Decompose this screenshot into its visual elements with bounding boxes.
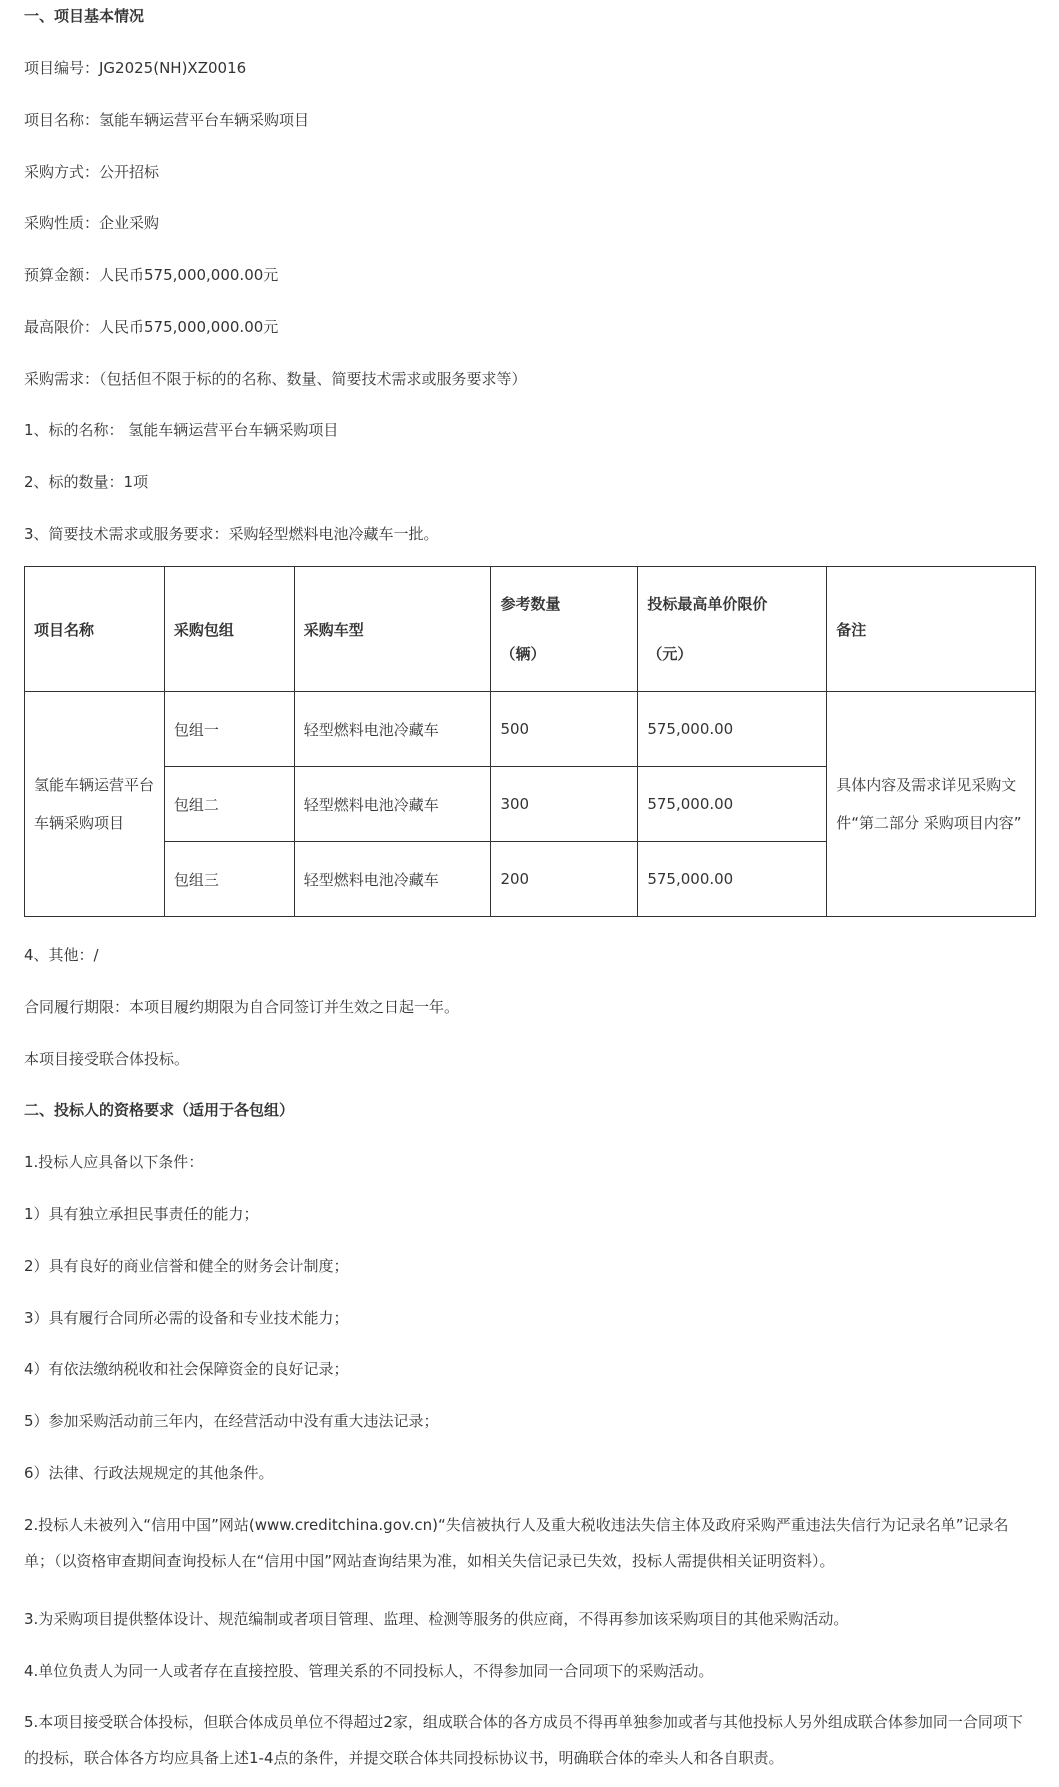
requirement-5: 5.本项目接受联合体投标，但联合体成员单位不得超过2家，组成联合体的各方成员不得再单独参加或者与其他投标人另外组成联合体参加同一合同项下的投标，联合体各方均应具备上述1-4点的条件，并提交联合体共同投标协议书，明确联合体的牵头人和各自职责。 [24, 1713, 1023, 1767]
requirement-1-2: 2）具有良好的商业信誉和健全的财务会计制度； [24, 1257, 349, 1275]
header-remark: 备注 [827, 567, 1036, 692]
table-row [25, 692, 1036, 767]
requirement-1-5: 5）参加采购活动前三年内，在经营活动中没有重大违法记录； [24, 1412, 439, 1430]
cell-price: 575,000.00 [638, 767, 827, 842]
cell-model: 轻型燃料电池冷藏车 [294, 842, 491, 917]
subject-name: 1、标的名称： 氢能车辆运营平台车辆采购项目 [24, 421, 339, 439]
other-item: 4、其他：/ [24, 946, 99, 964]
cell-model: 轻型燃料电池冷藏车 [294, 767, 491, 842]
header-price-label: 投标最高单价限价 [647, 595, 768, 613]
subject-quantity: 2、标的数量：1项 [24, 473, 149, 491]
procurement-demand: 采购需求：（包括但不限于标的的名称、数量、简要技术需求或服务要求等） [24, 370, 527, 388]
header-quantity-label: 参考数量 [500, 595, 561, 613]
procurement-table [24, 566, 1036, 917]
procurement-nature: 采购性质：企业采购 [24, 214, 160, 232]
cell-project-name: 氢能车辆运营平台车辆采购项目 [25, 692, 165, 917]
cell-quantity: 300 [491, 767, 638, 842]
requirement-1-1: 1）具有独立承担民事责任的能力； [24, 1205, 259, 1223]
contract-period: 合同履行期限：本项目履约期限为自合同签订并生效之日起一年。 [24, 998, 460, 1016]
cell-quantity: 200 [491, 842, 638, 917]
header-project-name: 项目名称 [25, 567, 165, 692]
section1-title: 一、项目基本情况 [24, 7, 145, 25]
section2-title: 二、投标人的资格要求（适用于各包组） [24, 1101, 295, 1119]
cell-price: 575,000.00 [638, 692, 827, 767]
project-no: 项目编号：JG2025(NH)XZ0016 [24, 59, 247, 77]
project-name: 项目名称：氢能车辆运营平台车辆采购项目 [24, 111, 310, 129]
procurement-method: 采购方式：公开招标 [24, 163, 160, 181]
requirement-2: 2.投标人未被列入“信用中国”网站(www.creditchina.gov.cn)“失信被执行人及重大税收违法失信主体及政府采购严重违法失信行为记录名单”记录名单；（以资格审查期间查询投标人在“信用中国”网站查询结果为准，如相关失信记录已失效，投标人需提供相关证明资料）。 [24, 1516, 1009, 1570]
requirement-1: 1.投标人应具备以下条件： [24, 1153, 204, 1171]
requirement-4: 4.单位负责人为同一人或者存在直接控股、管理关系的不同投标人，不得参加同一合同项下的采购活动。 [24, 1662, 714, 1680]
header-quantity-unit: （辆） [500, 645, 546, 663]
table-header-row [25, 567, 1036, 692]
header-model: 采购车型 [294, 567, 491, 692]
cell-package: 包组三 [164, 842, 294, 917]
header-price [638, 567, 827, 692]
cell-price: 575,000.00 [638, 842, 827, 917]
technical-requirement: 3、简要技术需求或服务要求：采购轻型燃料电池冷藏车一批。 [24, 525, 439, 543]
header-quantity [491, 567, 638, 692]
cell-model: 轻型燃料电池冷藏车 [294, 692, 491, 767]
cell-package: 包组一 [164, 692, 294, 767]
requirement-1-4: 4）有依法缴纳税收和社会保障资金的良好记录； [24, 1360, 349, 1378]
requirement-3: 3.为采购项目提供整体设计、规范编制或者项目管理、监理、检测等服务的供应商，不得再参加该采购项目的其他采购活动。 [24, 1610, 849, 1628]
max-price: 最高限价：人民币575,000,000.00元 [24, 318, 279, 336]
requirement-1-3: 3）具有履行合同所必需的设备和专业技术能力； [24, 1309, 349, 1327]
header-package: 采购包组 [164, 567, 294, 692]
budget-amount: 预算金额：人民币575,000,000.00元 [24, 266, 279, 284]
cell-remark: 具体内容及需求详见采购文件“第二部分 采购项目内容” [827, 692, 1036, 917]
cell-package: 包组二 [164, 767, 294, 842]
header-price-unit: （元） [647, 645, 693, 663]
consortium-note: 本项目接受联合体投标。 [24, 1050, 190, 1068]
cell-quantity: 500 [491, 692, 638, 767]
requirement-1-6: 6）法律、行政法规规定的其他条件。 [24, 1464, 274, 1482]
